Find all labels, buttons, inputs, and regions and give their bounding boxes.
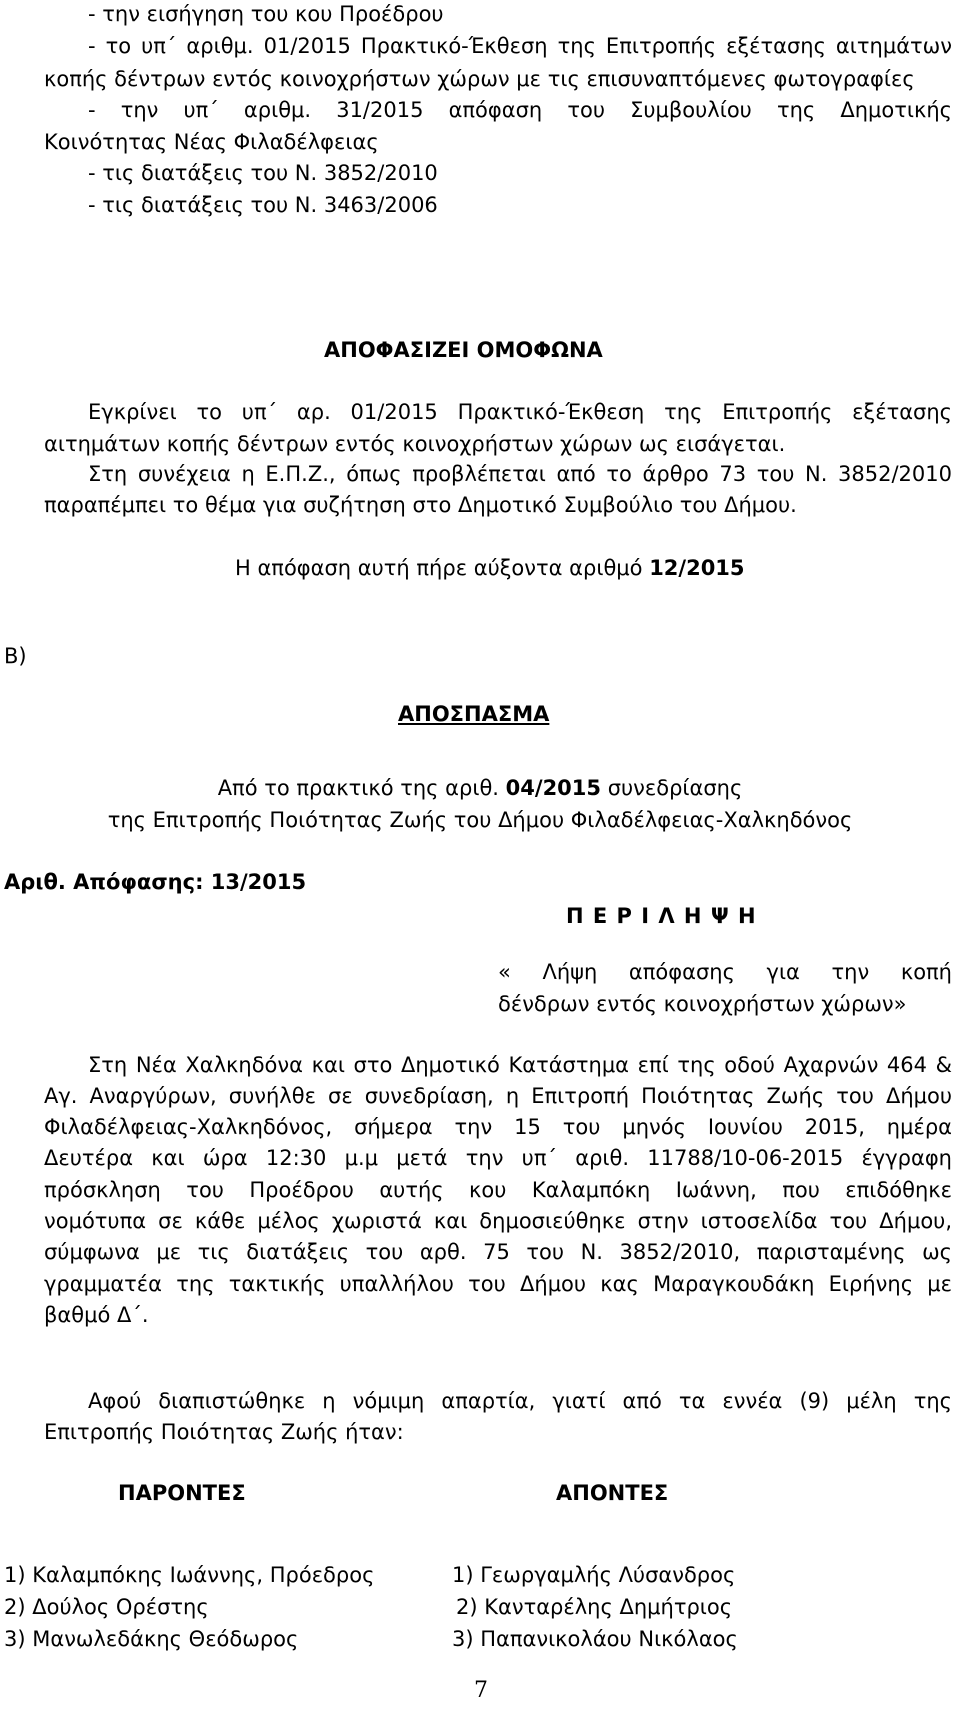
minutes-line [0, 778, 960, 799]
minutes-number: 04/2015 [505, 776, 602, 800]
decision-line: Στη συνέχεια η Ε.Π.Ζ., όπως προβλέπεται από το άρθρο 73 του Ν. 3852/2010 [88, 462, 952, 486]
section-letter: Β) [4, 644, 27, 668]
consideration-item: - το υπ΄ αριθμ. 01/2015 Πρακτικό-Έκθεση της Επιτροπής εξέτασης αιτημάτων [88, 34, 952, 58]
absent-member: 3) Παπανικολάου Νικόλαος [452, 1627, 738, 1651]
body-line: γραμματέα της τακτικής υπαλλήλου του Δήμου κας Μαραγκουδάκη Ειρήνης με [44, 1272, 952, 1296]
page-number: 7 [474, 1678, 488, 1703]
present-member: 3) Μανωλεδάκης Θεόδωρος [4, 1627, 299, 1651]
committee-line: της Επιτροπής Ποιότητας Ζωής του Δήμου Φιλαδέλφειας-Χαλκηδόνος [107, 808, 853, 832]
decision-number-line [235, 558, 745, 579]
consideration-item: - τις διατάξεις του Ν. 3463/2006 [88, 193, 438, 217]
body-line: βαθμό Δ΄. [44, 1303, 149, 1327]
consideration-item: - την υπ΄ αριθμ. 31/2015 απόφαση του Συμβουλίου της Δημοτικής [88, 98, 952, 122]
quorum-line: Επιτροπής Ποιότητας Ζωής ήταν: [44, 1420, 404, 1444]
absent-heading: ΑΠΟΝΤΕΣ [556, 1481, 669, 1505]
body-line: σύμφωνα με τις διατάξεις του αρθ. 75 του Ν. 3852/2010, παρισταμένης ως [44, 1240, 952, 1264]
decision-heading: ΑΠΟΦΑΣΙΖΕΙ ΟΜΟΦΩΝΑ [324, 338, 603, 362]
decision-line: Εγκρίνει το υπ΄ αρ. 01/2015 Πρακτικό-Έκθεση της Επιτροπής εξέτασης [88, 400, 952, 424]
consideration-item-continued: κοπής δέντρων εντός κοινοχρήστων χώρων με τις επισυναπτόμενες φωτογραφίες [44, 67, 915, 91]
body-line: Δευτέρα και ώρα 12:30 μ.μ μετά την υπ΄ αριθ. 11788/10-06-2015 έγγραφη [44, 1146, 952, 1170]
body-line: πρόσκληση του Προέδρου αυτής κου Καλαμπόκη Ιωάννη, που επιδόθηκε [44, 1178, 952, 1202]
decision-no-label: Αριθ. Απόφασης: 13/2015 [4, 870, 307, 894]
decision-line: αιτημάτων κοπής δέντρων εντός κοινοχρήστων χώρων ως εισάγεται. [44, 432, 786, 456]
minutes-prefix: Από το πρακτικό της αριθ. [217, 776, 506, 800]
body-line: νομότυπα σε κάθε μέλος χωριστά και δημοσιεύθηκε στην ιστοσελίδα του Δήμου, [44, 1209, 952, 1233]
body-line: Φιλαδέλφειας-Χαλκηδόνος, σήμερα την 15 του μηνός Ιουνίου 2015, ημέρα [44, 1115, 952, 1139]
absent-member: 2) Κανταρέλης Δημήτριος [456, 1595, 733, 1619]
summary-heading: Π Ε Ρ Ι Λ Η Ψ Η [566, 904, 757, 928]
decision-number: 12/2015 [649, 556, 745, 580]
minutes-suffix: συνεδρίασης [601, 776, 743, 800]
consideration-item-continued: Κοινότητας Νέας Φιλαδέλφειας [44, 130, 379, 154]
extract-heading: ΑΠΟΣΠΑΣΜΑ [398, 702, 550, 726]
decision-line: παραπέμπει το θέμα για συζήτηση στο Δημοτικό Συμβούλιο του Δήμου. [44, 493, 797, 517]
present-member: 1) Καλαμπόκης Ιωάννης, Πρόεδρος [4, 1563, 375, 1587]
consideration-item: - την εισήγηση του κου Προέδρου [88, 2, 444, 26]
present-member: 2) Δούλος Ορέστης [4, 1595, 209, 1619]
present-heading: ΠΑΡΟΝΤΕΣ [118, 1481, 246, 1505]
summary-line: « Λήψη απόφασης για την κοπή [498, 960, 952, 984]
quorum-line: Αφού διαπιστώθηκε η νόμιμη απαρτία, γιατί από τα εννέα (9) μέλη της [88, 1389, 952, 1413]
summary-line: δένδρων εντός κοινοχρήστων χώρων» [498, 992, 907, 1016]
decision-number-prefix: Η απόφαση αυτή πήρε αύξοντα αριθμό [235, 556, 650, 580]
body-line: Στη Νέα Χαλκηδόνα και στο Δημοτικό Κατάστημα επί της οδού Αχαρνών 464 & [88, 1053, 952, 1077]
absent-member: 1) Γεωργαμλής Λύσανδρος [452, 1563, 736, 1587]
body-line: Αγ. Αναργύρων, συνήλθε σε συνεδρίαση, η Επιτροπή Ποιότητας Ζωής του Δήμου [44, 1084, 952, 1108]
consideration-item: - τις διατάξεις του Ν. 3852/2010 [88, 161, 438, 185]
